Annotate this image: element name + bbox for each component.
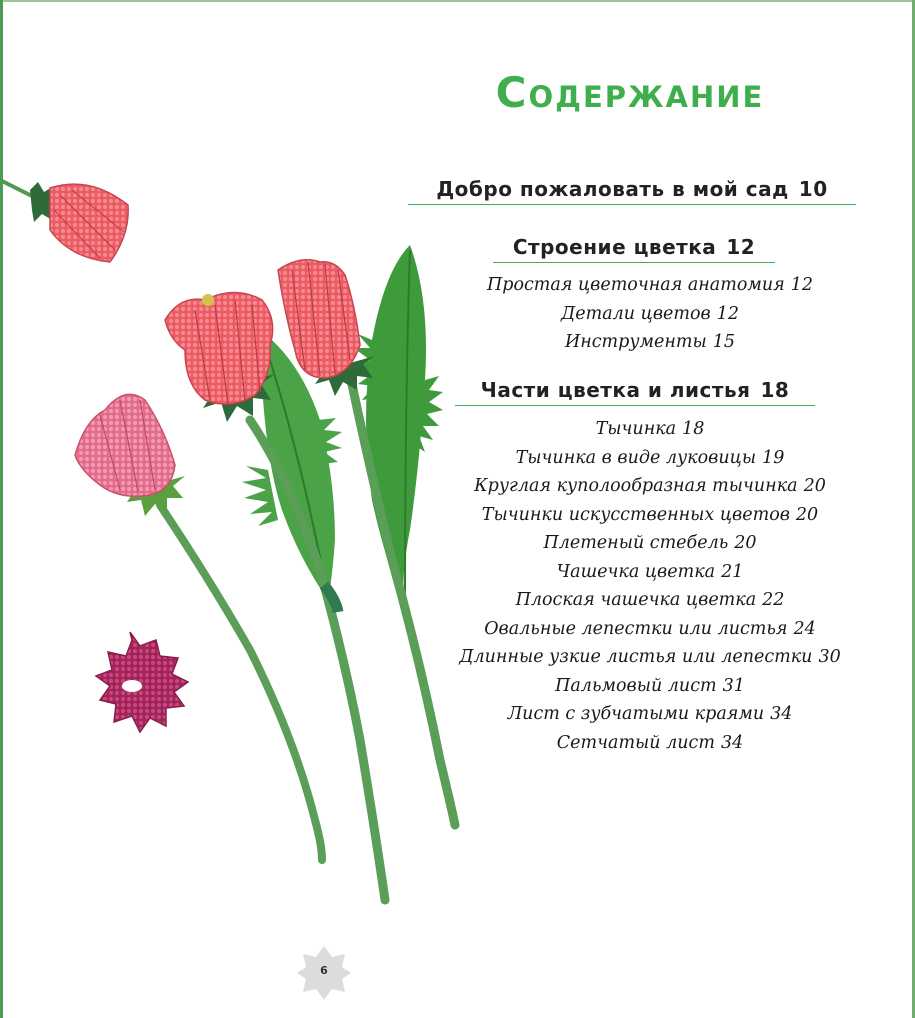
entry-page-number: 34 xyxy=(720,733,744,753)
entry-page-number: 21 xyxy=(721,562,744,582)
entry-page-number: 19 xyxy=(762,448,785,468)
entry-page-number: 12 xyxy=(790,275,814,295)
page-number-badge xyxy=(295,944,353,1002)
entry-label: Инструменты xyxy=(564,332,707,352)
section-heading-parts xyxy=(455,378,815,406)
entry-page-number: 20 xyxy=(803,476,826,496)
entry-label: Детали цветов xyxy=(561,304,711,324)
entry-page-number: 20 xyxy=(795,505,819,525)
entry-page-number: 31 xyxy=(722,676,745,696)
section-label: Добро пожаловать в мой сад xyxy=(436,177,789,201)
bud-flower-top-left xyxy=(0,180,128,262)
toc-entry[interactable] xyxy=(420,304,880,324)
entry-label: Тычинка xyxy=(595,419,677,439)
beaded-flowers-illustration xyxy=(0,0,470,920)
toc-entry[interactable] xyxy=(420,448,880,468)
toc-entry[interactable] xyxy=(420,676,880,696)
entry-label: Тычинки искусственных цветов xyxy=(481,505,790,525)
entry-label: Сетчатый лист xyxy=(556,733,715,753)
entry-page-number: 34 xyxy=(770,704,793,724)
toc-entry[interactable] xyxy=(420,647,880,667)
toc-entry[interactable] xyxy=(420,332,880,352)
entry-label: Круглая куполообразная тычинка xyxy=(474,476,798,496)
entry-page-number: 30 xyxy=(818,647,841,667)
toc-entry[interactable] xyxy=(420,590,880,610)
section-heading-welcome xyxy=(408,177,856,205)
entry-label: Чашечка цветка xyxy=(556,562,716,582)
entry-label: Лист с зубчатыми краями xyxy=(507,704,765,724)
section-page-number: 10 xyxy=(798,177,828,201)
bell-flower-right xyxy=(278,260,360,378)
entry-page-number: 22 xyxy=(762,590,785,610)
entry-label: Плетеный стебель xyxy=(543,533,729,553)
toc-entry[interactable] xyxy=(420,275,880,295)
page-title: Содержание xyxy=(495,68,765,117)
entry-label: Простая цветочная анатомия xyxy=(486,275,785,295)
toc-entry[interactable] xyxy=(420,419,880,439)
section-page-number: 12 xyxy=(726,235,756,259)
entry-label: Пальмовый лист xyxy=(555,676,717,696)
toc-entry[interactable] xyxy=(420,533,880,553)
bell-flower-left xyxy=(75,394,175,496)
section-rule xyxy=(455,405,815,406)
entry-page-number: 20 xyxy=(734,533,757,553)
entry-label: Тычинка в виде луковицы xyxy=(515,448,757,468)
toc-entry[interactable] xyxy=(420,476,880,496)
entry-page-number: 15 xyxy=(712,332,736,352)
toc-entry[interactable] xyxy=(420,704,880,724)
entry-page-number: 24 xyxy=(793,619,816,639)
toc-entry[interactable] xyxy=(420,619,880,639)
toc-entry[interactable] xyxy=(420,505,880,525)
toc-entry[interactable] xyxy=(420,733,880,753)
entry-label: Плоская чашечка цветка xyxy=(515,590,757,610)
entry-page-number: 12 xyxy=(716,304,739,324)
entry-label: Овальные лепестки или листья xyxy=(484,619,788,639)
section-heading-structure xyxy=(493,235,775,263)
section-page-number: 18 xyxy=(760,378,790,402)
section-rule xyxy=(408,204,856,205)
section-label: Строение цветка xyxy=(512,235,717,259)
flat-calyx-burgundy xyxy=(96,632,188,732)
bell-flower-middle xyxy=(165,293,273,406)
entry-label: Длинные узкие листья или лепестки xyxy=(459,647,813,667)
entry-page-number: 18 xyxy=(682,419,705,439)
toc-entry[interactable] xyxy=(420,562,880,582)
section-rule xyxy=(493,262,775,263)
section-label: Части цветка и листья xyxy=(480,378,751,402)
page-number: 6 xyxy=(320,964,328,977)
